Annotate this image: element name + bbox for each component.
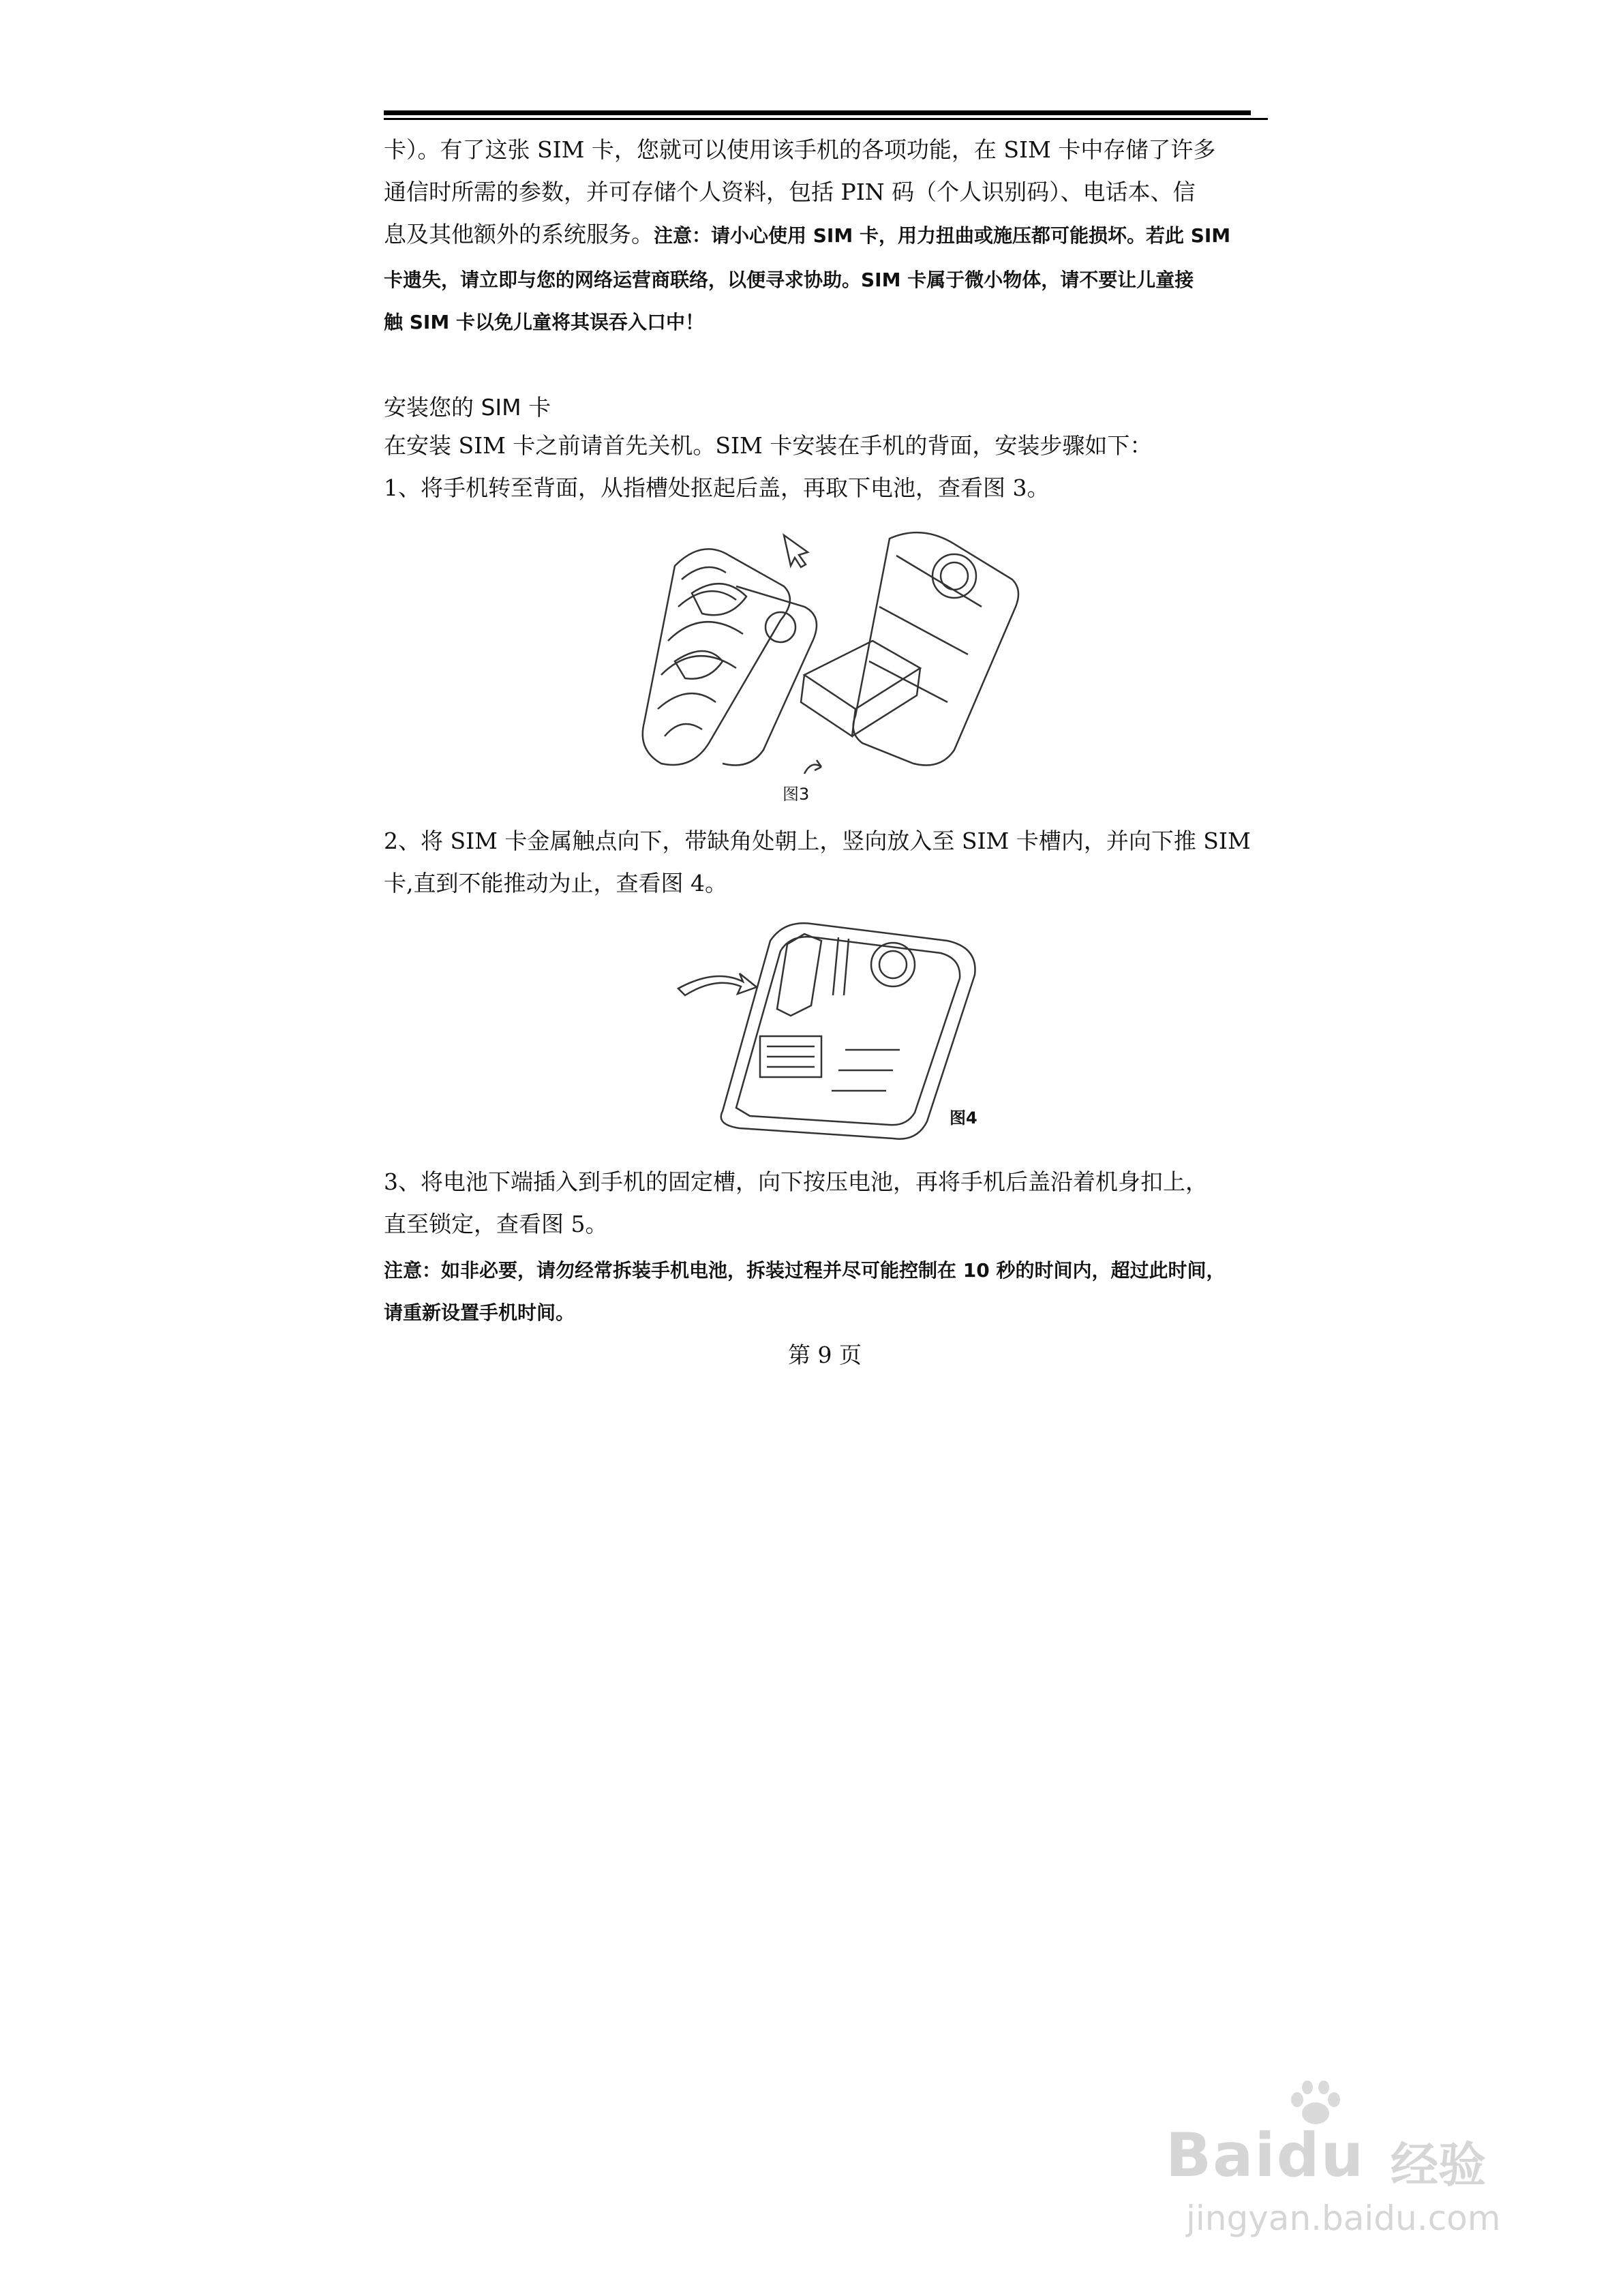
- step-3-line: 3、将电池下端插入到手机的固定槽，向下按压电池，再将手机后盖沿着机身扣上，: [384, 1168, 1208, 1195]
- section-title: 安装您的 SIM 卡: [384, 394, 551, 421]
- figure-3-caption: 图3: [783, 785, 810, 804]
- paragraph-line: 通信时所需的参数，并可存储个人资料，包括 PIN 码（个人识别码）、电话本、信: [384, 179, 1196, 205]
- watermark-url: jingyan.baidu.com: [1186, 2199, 1501, 2238]
- warning-line: 卡遗失，请立即与您的网络运营商联络，以便寻求协助。SIM 卡属于微小物体，请不要让儿童接: [384, 269, 1194, 291]
- warning-text: 注意：请小心使用 SIM 卡，用力扭曲或施压都可能损坏。若此 SIM: [654, 224, 1231, 247]
- step-3-line: 直至锁定，查看图 5。: [384, 1211, 608, 1237]
- step-2-line: 2、将 SIM 卡金属触点向下，带缺角处朝上，竖向放入至 SIM 卡槽内，并向下推 SIM: [384, 828, 1251, 854]
- paragraph-line: 卡）。有了这张 SIM 卡，您就可以使用该手机的各项功能，在 SIM 卡中存储了许多: [384, 136, 1216, 163]
- step-1: 1、将手机转至背面，从指槽处抠起后盖，再取下电池，查看图 3。: [384, 474, 1050, 501]
- intro-line: 在安装 SIM 卡之前请首先关机。SIM 卡安装在手机的背面，安装步骤如下：: [384, 432, 1153, 459]
- header-rule: [384, 110, 1251, 115]
- watermark-brand: Baidu: [1166, 2120, 1365, 2190]
- figure-3-illustration: [627, 525, 1022, 784]
- note-line: 请重新设置手机时间。: [384, 1301, 575, 1324]
- page-number: 第 9 页: [788, 1342, 862, 1368]
- warning-line: 触 SIM 卡以免儿童将其误吞入口中！: [384, 311, 704, 333]
- figure-4-caption: 图4: [950, 1108, 977, 1128]
- paragraph-line: [384, 220, 1270, 251]
- figure-4-illustration: [675, 913, 988, 1145]
- note-line: 注意：如非必要，请勿经常拆装手机电池，拆装过程并尽可能控制在 10 秒的时间内，超过此时间，: [384, 1259, 1226, 1282]
- watermark-suffix: 经验: [1391, 2137, 1486, 2193]
- paragraph-text: 息及其他额外的系统服务。: [384, 221, 654, 247]
- header-rule-thin: [384, 118, 1268, 120]
- step-2-line: 卡,直到不能推动为止，查看图 4。: [384, 870, 727, 896]
- baidu-watermark: [1152, 2072, 1534, 2243]
